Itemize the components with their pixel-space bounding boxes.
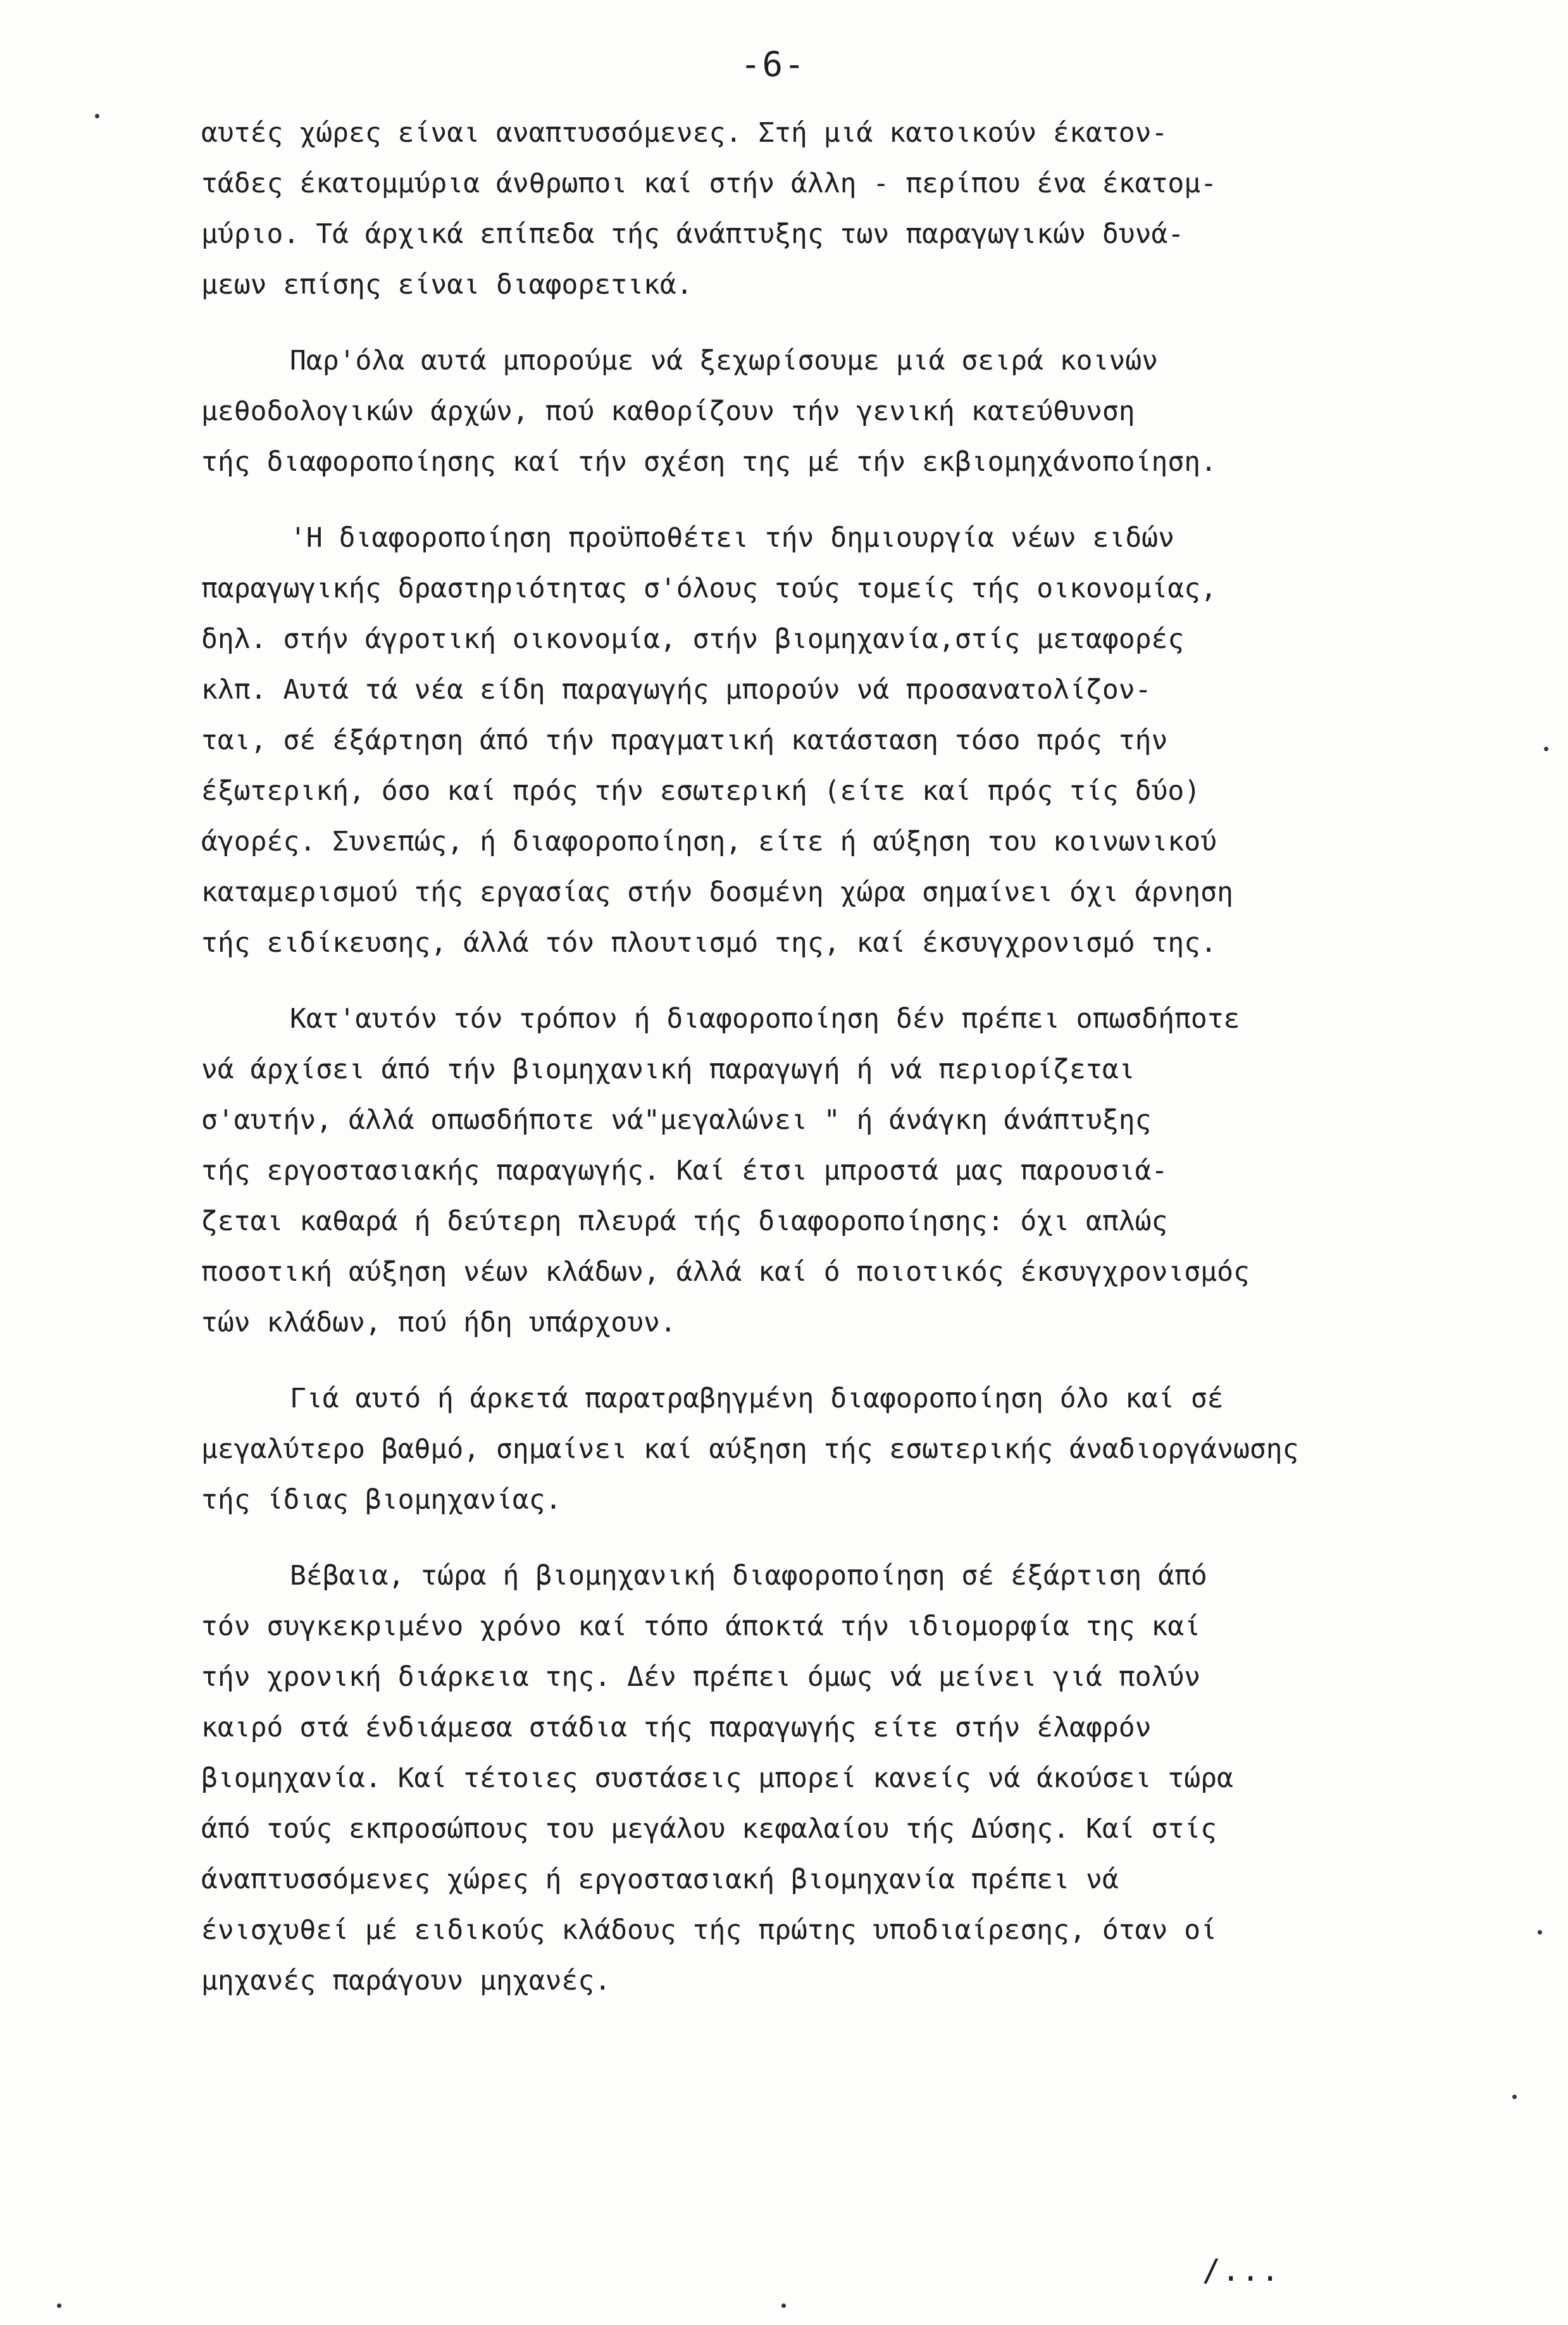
text-line: καιρό στά ένδιάμεσα στάδια τής παραγωγής είτε στήν έλαφρόν — [201, 1712, 1152, 1743]
text-line: ποσοτική αύξηση νέων κλάδων, άλλά καί ό ποιοτικός έκσυγχρονισμός — [201, 1256, 1250, 1288]
text-line: βιομηχανία. Καί τέτοιες συστάσεις μπορεί κανείς νά άκούσει τώρα — [201, 1762, 1233, 1794]
text-line: Παρ'όλα αυτά μπορούμε νά ξεχωρίσουμε μιά σειρά κοινών — [290, 345, 1159, 377]
text-line: μεγαλύτερο βαθμό, σημαίνει καί αύξηση τής εσωτερικής άναδιοργάνωσης — [201, 1433, 1299, 1465]
scan-speck — [1538, 1930, 1542, 1935]
text-line: Βέβαια, τώρα ή βιομηχανική διαφοροποίηση σέ έξάρτιση άπό — [290, 1560, 1207, 1592]
text-line: ζεται καθαρά ή δεύτερη πλευρά τής διαφοροποίησης: όχι απλώς — [201, 1206, 1168, 1237]
continuation-mark: /... — [1202, 2253, 1281, 2288]
text-line: 'Η διαφοροποίηση προϋποθέτει τήν δημιουργία νέων ειδών — [290, 522, 1174, 554]
text-line: αυτές χώρες είναι αναπτυσσόμενες. Στή μιά κατοικούν έκατον- — [201, 117, 1168, 149]
text-line: μεων επίσης είναι διαφορετικά. — [201, 269, 693, 301]
paragraph-5 — [201, 1373, 1435, 1525]
page-number: -6- — [740, 44, 806, 84]
text-line: τάδες έκατομμύρια άνθρωποι καί στήν άλλη - περίπου ένα έκατομ- — [201, 168, 1217, 199]
text-line: ένισχυθεί μέ ειδικούς κλάδους τής πρώτης υποδιαίρεσης, όταν οί — [201, 1914, 1217, 1946]
text-line: δηλ. στήν άγροτική οικονομία, στήν βιομηχανία,στίς μεταφορές — [201, 623, 1185, 655]
scan-speck — [1544, 747, 1548, 751]
scan-speck — [57, 2303, 61, 2308]
text-line: μεθοδολογικών άρχών, πού καθορίζουν τήν γενική κατεύθυνση — [201, 396, 1135, 427]
text-line: παραγωγικής δραστηριότητας σ'όλους τούς τομείς τής οικονομίας, — [201, 573, 1217, 604]
scan-speck — [781, 2303, 786, 2308]
paragraph-1 — [201, 108, 1435, 310]
paragraph-4 — [201, 994, 1435, 1348]
scan-speck — [95, 114, 99, 118]
text-line: μύριο. Τά άρχικά επίπεδα τής άνάπτυξης των παραγωγικών δυνά- — [201, 218, 1185, 250]
body-text — [201, 108, 1435, 2031]
text-line: καταμερισμού τής εργασίας στήν δοσμένη χώρα σημαίνει όχι άρνηση — [201, 876, 1233, 908]
scan-speck — [1512, 2095, 1517, 2099]
text-line: έξωτερική, όσο καί πρός τήν εσωτερική (είτε καί πρός τίς δύο) — [201, 775, 1201, 807]
text-line: τής διαφοροποίησης καί τήν σχέση της μέ τήν εκβιομηχάνοποίηση. — [201, 446, 1217, 478]
text-line: τής ειδίκευσης, άλλά τόν πλουτισμό της, καί έκσυγχρονισμό της. — [201, 927, 1217, 959]
text-line: ται, σέ έξάρτηση άπό τήν πραγματική κατάσταση τόσο πρός τήν — [201, 725, 1168, 756]
text-line: Γιά αυτό ή άρκετά παρατραβηγμένη διαφοροποίηση όλο καί σέ — [290, 1383, 1224, 1414]
text-line: άγορές. Συνεπώς, ή διαφοροποίηση, είτε ή αύξηση του κοινωνικού — [201, 826, 1217, 857]
text-line: τής ίδιας βιομηχανίας. — [201, 1484, 562, 1516]
paragraph-3 — [201, 513, 1435, 968]
text-line: τών κλάδων, πού ήδη υπάρχουν. — [201, 1307, 676, 1338]
paragraph-2 — [201, 335, 1435, 487]
text-line: τής εργοστασιακής παραγωγής. Καί έτσι μπροστά μας παρουσιά- — [201, 1155, 1168, 1187]
text-line: μηχανές παράγουν μηχανές. — [201, 1965, 611, 1997]
text-line: Κατ'αυτόν τόν τρόπον ή διαφοροποίηση δέν πρέπει οπωσδήποτε — [290, 1003, 1240, 1035]
text-line: νά άρχίσει άπό τήν βιομηχανική παραγωγή ή νά περιορίζεται — [201, 1054, 1135, 1085]
text-line: άναπτυσσόμενες χώρες ή εργοστασιακή βιομηχανία πρέπει νά — [201, 1864, 1119, 1895]
text-line: τήν χρονική διάρκεια της. Δέν πρέπει όμως νά μείνει γιά πολύν — [201, 1661, 1201, 1693]
text-line: σ'αυτήν, άλλά οπωσδήποτε νά"μεγαλώνει " ή άνάγκη άνάπτυξης — [201, 1104, 1152, 1136]
text-line: τόν συγκεκριμένο χρόνο καί τόπο άποκτά τήν ιδιομορφία της καί — [201, 1611, 1201, 1642]
text-line: κλπ. Αυτά τά νέα είδη παραγωγής μπορούν νά προσανατολίζον- — [201, 674, 1152, 706]
text-line: άπό τούς εκπροσώπους του μεγάλου κεφαλαίου τής Δύσης. Καί στίς — [201, 1813, 1217, 1845]
paragraph-6 — [201, 1550, 1435, 2006]
